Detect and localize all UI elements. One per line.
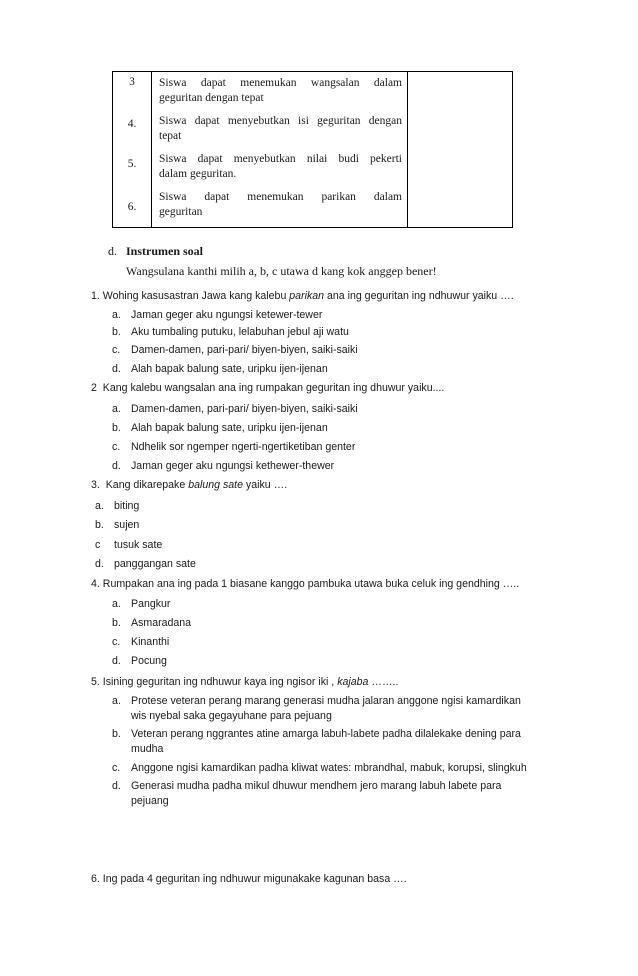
table-row-indicator <box>159 152 402 182</box>
question-number: 1. <box>91 290 100 302</box>
question-text: Wohing kasusastran Jawa kang kalebu <box>102 290 290 302</box>
indicator-line: Siswa dapat menyebutkan isi geguritan dengan <box>159 115 402 127</box>
option-2b[interactable]: b. Alah bapak balung sate, uripku ijen-ijenan <box>112 422 328 434</box>
table-row-indicator <box>159 76 402 106</box>
option-1d[interactable]: d. Alah bapak balung sate, uripku ijen-ijenan <box>112 363 328 375</box>
table-row-number: 5. <box>127 158 137 170</box>
option-1b[interactable]: b. Aku tumbaling putuku, lelabuhan jebul aji watu <box>112 326 349 338</box>
table-row-indicator <box>159 114 402 144</box>
question-number: 3. <box>91 479 100 491</box>
question-4 <box>91 578 519 590</box>
option-4a[interactable]: a. Pangkur <box>112 598 171 610</box>
option-2c[interactable]: c. Ndhelik sor ngemper ngerti-ngertiketiban genter <box>112 441 356 453</box>
question-text: Kang dikarepake <box>105 479 189 491</box>
question-text: Ing pada 4 geguritan ing ndhuwur migunakake kagunan basa …. <box>102 873 407 885</box>
table-column-divider <box>407 72 408 227</box>
option-1c[interactable]: c. Damen-damen, pari-pari/ biyen-biyen, saiki-saiki <box>112 344 358 356</box>
question-1 <box>91 290 514 302</box>
indicator-line: geguritan dengan tepat <box>159 92 264 104</box>
indicator-line: Siswa dapat menyebutkan nilai budi pekerti <box>159 153 402 165</box>
question-text: Isining geguritan ing ndhuwur kaya ing ngisor iki , <box>102 676 338 688</box>
table-column-divider <box>151 72 152 227</box>
indicator-line: tepat <box>159 130 182 142</box>
question-text: Kang kalebu wangsalan ana ing rumpakan geguritan ing dhuwur yaiku.... <box>102 382 445 394</box>
question-text: Rumpakan ana ing pada 1 biasane kanggo pambuka utawa buka celuk ing gendhing ….. <box>102 578 520 590</box>
question-number: 4. <box>91 578 100 590</box>
option-3b[interactable]: b. sujen <box>95 519 140 531</box>
question-text: …….. <box>368 676 399 688</box>
option-5c[interactable]: c. Anggone ngisi kamardikan padha kliwat wates: mbrandhal, mabuk, korupsi, slingkuh <box>112 762 527 774</box>
option-3c[interactable]: c tusuk sate <box>95 539 163 551</box>
option-3d[interactable]: d. panggangan sate <box>95 558 196 570</box>
option-1a[interactable]: a. Jaman geger aku ngungsi ketewer-tewer <box>112 309 323 321</box>
table-row-indicator <box>159 190 402 220</box>
table-row-number: 4. <box>127 118 137 130</box>
question-emphasis: kajaba <box>337 676 369 688</box>
question-number: 5. <box>91 676 100 688</box>
indicator-line: geguritan <box>159 206 203 218</box>
section-title: Instrumen soal <box>126 244 204 258</box>
option-5a[interactable]: a. Protese veteran perang marang generasi mudha jalaran anggone ngisi kamardikan wis nyebal saka gegayuhane para pejuang <box>112 695 521 722</box>
question-number: 2 <box>91 382 97 394</box>
indicator-line: Siswa dapat menemukan wangsalan dalam <box>159 77 402 89</box>
instruction-text: Wangsulana kanthi milih a, b, c utawa d kang kok anggep bener! <box>126 264 437 278</box>
question-emphasis: parikan <box>289 290 325 302</box>
question-text: ana ing geguritan ing ndhuwur yaiku …. <box>324 290 514 302</box>
option-2d[interactable]: d. Jaman geger aku ngungsi kethewer-thewer <box>112 460 335 472</box>
table-row-number: 3 <box>129 76 135 88</box>
question-2 <box>91 382 444 394</box>
option-2a[interactable]: a. Damen-damen, pari-pari/ biyen-biyen, saiki-saiki <box>112 403 358 415</box>
question-5 <box>91 676 398 688</box>
question-3 <box>91 479 287 491</box>
indicator-line: dalam geguritan. <box>159 168 237 180</box>
question-number: 6. <box>91 873 100 885</box>
option-5d[interactable]: d. Generasi mudha padha mikul dhuwur mendhem jero marang labuh labete para pejuang <box>112 780 502 807</box>
question-emphasis: balung sate <box>188 479 243 491</box>
option-4b[interactable]: b. Asmaradana <box>112 617 192 629</box>
section-letter: d. <box>108 244 117 258</box>
indicator-line: Siswa dapat menemukan parikan dalam <box>159 191 402 203</box>
option-3a[interactable]: a. biting <box>95 500 140 512</box>
question-text: yaiku …. <box>242 479 288 491</box>
option-5b[interactable]: b. Veteran perang nggrantes atine amarga labuh-labete padha dilalekake dening para mudha <box>112 728 521 755</box>
question-6 <box>91 873 407 885</box>
indicator-table <box>112 71 513 228</box>
section-heading <box>108 244 203 259</box>
option-4c[interactable]: c. Kinanthi <box>112 636 170 648</box>
table-row-number: 6. <box>127 201 137 213</box>
option-4d[interactable]: d. Pocung <box>112 655 167 667</box>
